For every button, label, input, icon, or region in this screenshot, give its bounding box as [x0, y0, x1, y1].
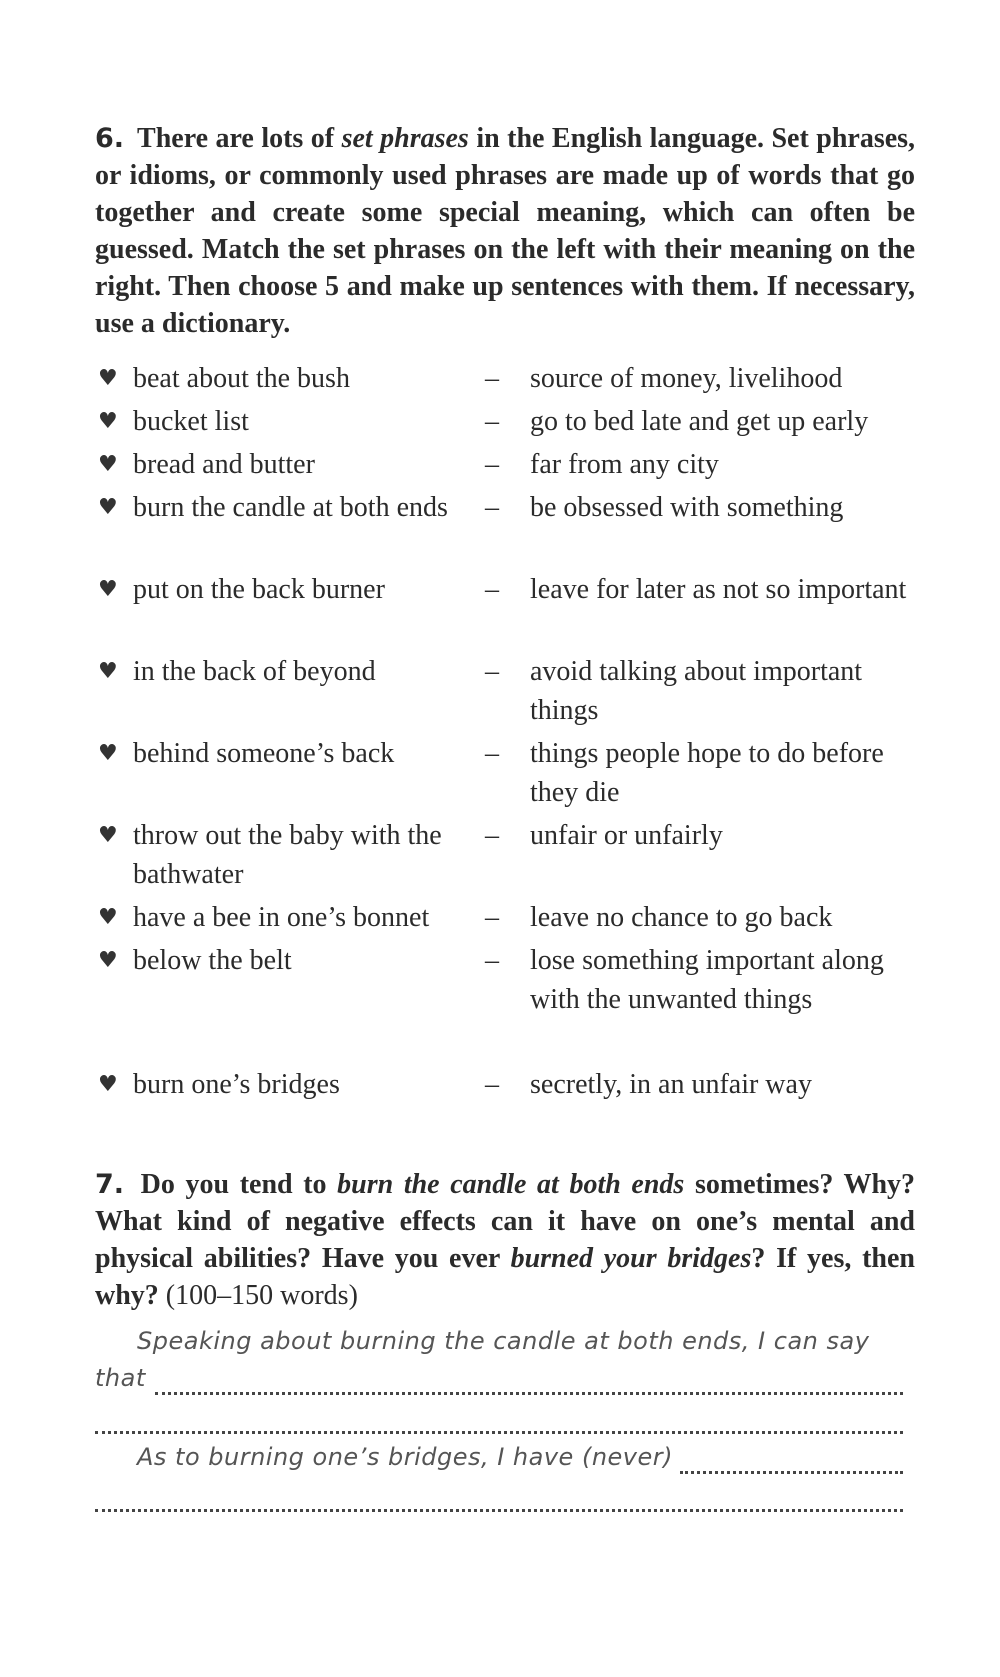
dash-separator: –	[485, 574, 499, 605]
task-text: ? If yes, then why?	[95, 1243, 916, 1311]
answer-dotted-line[interactable]	[95, 1509, 903, 1512]
phrase-text: beat about the bush	[133, 363, 350, 394]
answer-prompt-line-3: As to burning one’s bridges, I have (never)	[137, 1443, 673, 1471]
heart-icon: ♥	[98, 659, 118, 684]
task-emphasis: burn the candle at both ends	[337, 1169, 685, 1200]
answer-dotted-line[interactable]	[95, 1431, 903, 1434]
phrase-text: below the belt	[133, 945, 292, 976]
meaning-text: be obsessed with something	[530, 492, 844, 523]
word-count: (100–150 words)	[165, 1280, 358, 1311]
dash-separator: –	[485, 820, 499, 851]
task-6-instructions	[95, 120, 915, 342]
phrase-text: bucket list	[133, 406, 249, 437]
answer-prompt-line-2: that	[95, 1364, 146, 1392]
task-number: 7.	[95, 1169, 125, 1200]
dash-separator: –	[485, 406, 499, 437]
meaning-text: avoid talking about important things	[530, 656, 863, 726]
dash-separator: –	[485, 738, 499, 769]
meaning-text: source of money, livelihood	[530, 363, 843, 394]
heart-icon: ♥	[98, 495, 118, 520]
task-text: There are lots of	[137, 123, 335, 154]
task-emphasis: set phrases	[341, 123, 469, 154]
task-text: sometimes? Why? What kind of negative effects can it have on one’s mental and physical abilities? Have you ever	[95, 1169, 916, 1274]
heart-icon: ♥	[98, 452, 118, 477]
heart-icon: ♥	[98, 823, 118, 848]
dash-separator: –	[485, 902, 499, 933]
heart-icon: ♥	[98, 577, 118, 602]
answer-dotted-line[interactable]	[680, 1471, 903, 1474]
heart-icon: ♥	[98, 948, 118, 973]
meaning-text: lose something important along with the unwanted things	[530, 945, 884, 1015]
phrase-text: in the back of beyond	[133, 656, 376, 687]
phrase-text: put on the back burner	[133, 574, 385, 605]
heart-icon: ♥	[98, 366, 118, 391]
meaning-text: leave for later as not so important	[530, 574, 907, 605]
task-text: in the English language. Set phrases, or idioms, or commonly used phrases are made up of words that go together and create some special meaning, which can often be guessed. Match the set phrases on the left with their meaning on the right. Then choose 5 and make up sentences with them. If necessary, use a dictionary.	[95, 123, 916, 339]
task-number: 6.	[95, 123, 125, 154]
heart-icon: ♥	[98, 905, 118, 930]
dash-separator: –	[485, 945, 499, 976]
dash-separator: –	[485, 363, 499, 394]
dash-separator: –	[485, 492, 499, 523]
phrase-text: burn one’s bridges	[133, 1069, 340, 1100]
dash-separator: –	[485, 1069, 499, 1100]
phrase-text: behind someone’s back	[133, 738, 395, 769]
meaning-text: leave no chance to go back	[530, 902, 833, 933]
dash-separator: –	[485, 656, 499, 687]
phrase-text: have a bee in one’s bonnet	[133, 902, 430, 933]
meaning-text: things people hope to do before they die	[530, 738, 884, 808]
dash-separator: –	[485, 449, 499, 480]
phrase-text: bread and butter	[133, 449, 315, 480]
heart-icon: ♥	[98, 409, 118, 434]
phrase-text: throw out the baby with the bathwater	[133, 820, 442, 890]
meaning-text: unfair or unfairly	[530, 820, 723, 851]
task-7-instructions	[95, 1166, 915, 1314]
task-emphasis: burned your bridges	[510, 1243, 752, 1274]
answer-prompt-line-1: Speaking about burning the candle at both ends, I can say	[137, 1327, 870, 1355]
task-text: Do you tend to	[140, 1169, 327, 1200]
meaning-text: far from any city	[530, 449, 719, 480]
meaning-text: secretly, in an unfair way	[530, 1069, 812, 1100]
phrase-text: burn the candle at both ends	[133, 492, 448, 523]
answer-dotted-line[interactable]	[155, 1392, 903, 1395]
heart-icon: ♥	[98, 1072, 118, 1097]
heart-icon: ♥	[98, 741, 118, 766]
meaning-text: go to bed late and get up early	[530, 406, 869, 437]
